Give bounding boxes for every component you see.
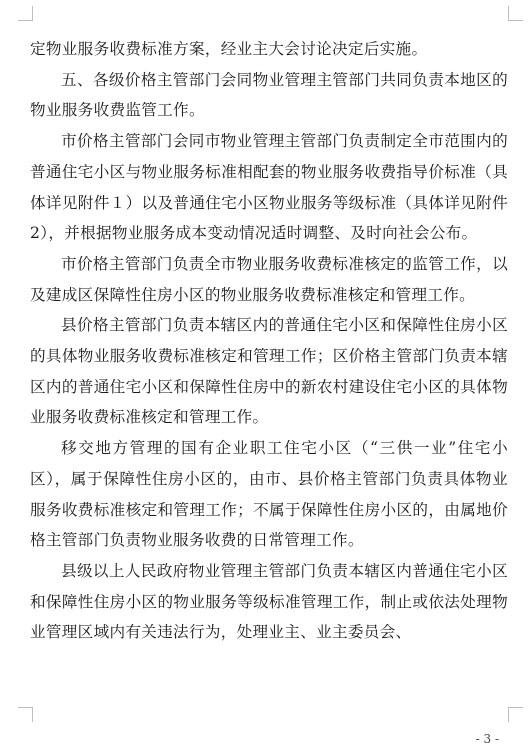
crop-mark-top-right — [508, 6, 523, 21]
document-body — [30, 34, 508, 648]
crop-mark-bottom-left — [18, 707, 33, 722]
paragraph-city-price-standard: 市价格主管部门会同市物业管理主管部门负责制定全市范围内的普通住宅小区与物业服务标准相配套的物业服务收费指导价标准（具体详见附件１）以及普通住宅小区物业服务等级标准（具体详见附件2），并根据物业服务成本变动情况适时调整、及时向社会公布。 — [30, 132, 508, 243]
paragraph-city-supervision: 市价格主管部门负责全市物业服务收费标准核定的监管工作，以及建成区保障性住房小区的物业服务收费标准核定和管理工作。 — [30, 254, 508, 304]
paragraph-county-district: 县价格主管部门负责本辖区内的普通住宅小区和保障性住房小区的具体物业服务收费标准核定和管理工作；区价格主管部门负责本辖区内的普通住宅小区和保障性住房中的新农村建设住宅小区的具体物业服务收费标准核定和管理工作。 — [30, 316, 508, 427]
paragraph-section-five: 五、各级价格主管部门会同物业管理主管部门共同负责本地区的物业服务收费监管工作。 — [30, 70, 508, 120]
paragraph-county-government: 县级以上人民政府物业管理主管部门负责本辖区内普通住宅小区和保障性住房小区的物业服务等级标准管理工作，制止或依法处理物业管理区域内有关违法行为，处理业主、业主委员会、 — [30, 561, 508, 642]
crop-mark-bottom-right — [508, 707, 523, 722]
paragraph-transferred-housing: 移交地方管理的国有企业职工住宅小区（“三供一业”住宅小区），属于保障性住房小区的，由市、县价格主管部门负责具体物业服务收费标准核定和管理工作；不属于保障性住房小区的，由属地价格主管部门负责物业服务收费的日常管理工作。 — [30, 439, 508, 550]
page-number: - 3 - — [475, 732, 499, 746]
paragraph-continuation: 定物业服务收费标准方案，经业主大会讨论决定后实施。 — [30, 40, 428, 58]
crop-mark-top-left — [18, 6, 33, 21]
